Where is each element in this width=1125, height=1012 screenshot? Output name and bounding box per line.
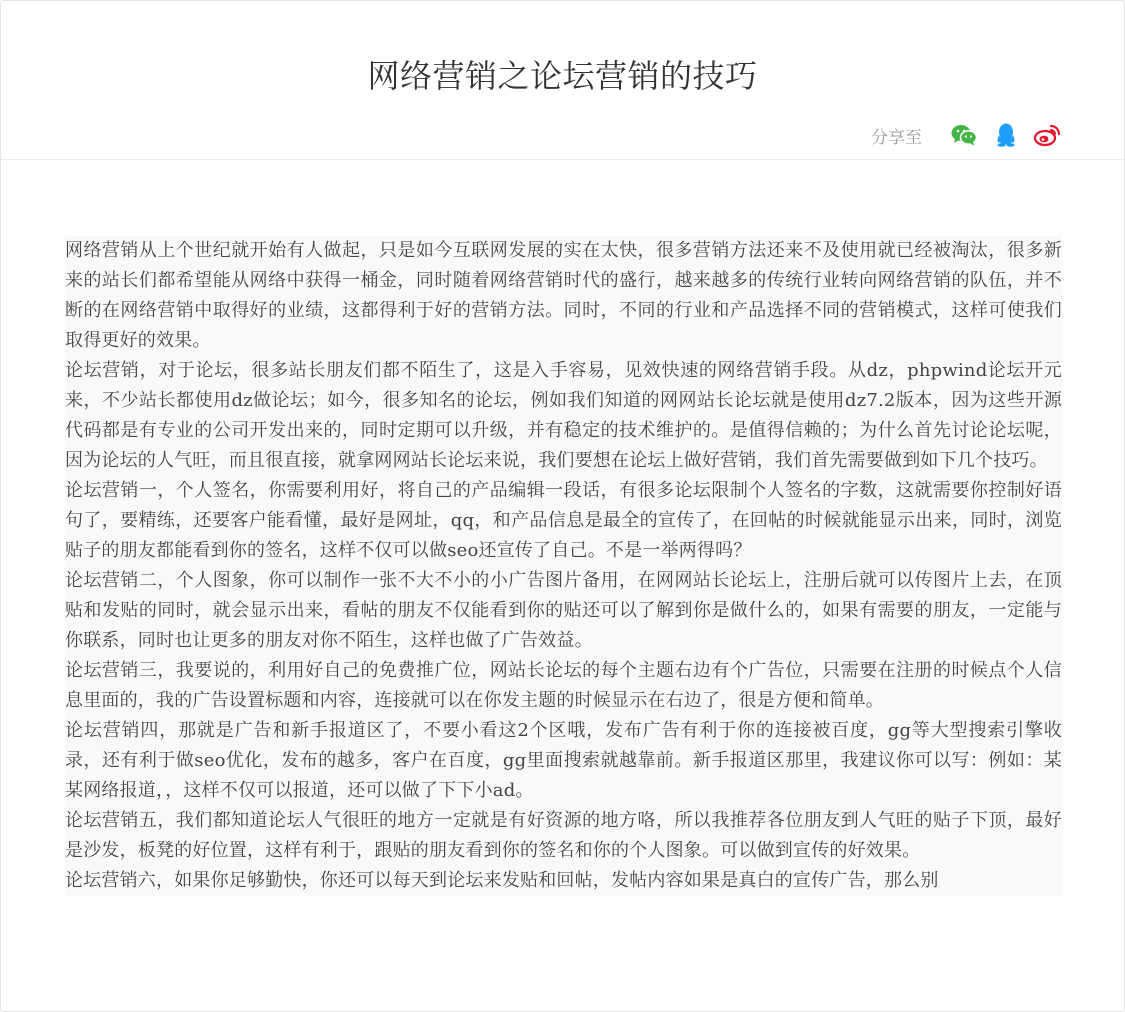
wechat-share-button[interactable] <box>950 121 978 149</box>
paragraph-tip-4: 论坛营销四，那就是广告和新手报道区了，不要小看这2个区哦，发布广告有利于你的连接被百度，gg等大型搜索引擎收录，还有利于做seo优化，发布的越多，客户在百度，gg里面搜索就越靠前。新手报道区那里，我建议你可以写：例如：某某网络报道，，这样不仅可以报道，还可以做了下下小ad。 <box>65 720 1062 801</box>
weibo-share-button[interactable] <box>1034 121 1062 149</box>
paragraph-tip-1: 论坛营销一，个人签名，你需要利用好，将自己的产品编辑一段话，有很多论坛限制个人签名的字数，这就需要你控制好语句了，要精练，还要客户能看懂，最好是网址，qq，和产品信息是最全的宣传了，在回帖的时候就能显示出来，同时，浏览贴子的朋友都能看到你的签名，这样不仅可以做seo还宣传了自己。不是一举两得吗？ <box>65 480 1062 561</box>
page-title: 网络营销之论坛营销的技巧 <box>367 57 758 95</box>
paragraph-tip-3: 论坛营销三，我要说的，利用好自己的免费推广位，网站长论坛的每个主题右边有个广告位，只需要在注册的时候点个人信息里面的，我的广告设置标题和内容，连接就可以在你发主题的时候显示在右边了，很是方便和简单。 <box>65 660 1062 711</box>
paragraph-forum-marketing: 论坛营销，对于论坛，很多站长朋友们都不陌生了，这是入手容易，见效快速的网络营销手段。从dz，phpwind论坛开元来，不少站长都使用dz做论坛；如今，很多知名的论坛，例如我们知道的网网站长论坛就是使用dz7.2版本，因为这些开源代码都是有专业的公司开发出来的，同时定期可以升级，并有稳定的技术维护的。是值得信赖的；为什么首先讨论论坛呢，因为论坛的人气旺，而且很直接，就拿网网站长论坛来说，我们要想在论坛上做好营销，我们首先需要做到如下几个技巧。 <box>65 360 1062 471</box>
paragraph-intro: 网络营销从上个世纪就开始有人做起，只是如今互联网发展的实在太快，很多营销方法还来不及使用就已经被淘汰，很多新来的站长们都希望能从网络中获得一桶金，同时随着网络营销时代的盛行，越来越多的传统行业转向网络营销的队伍，并不断的在网络营销中取得好的业绩，这都得利于好的营销方法。同时，不同的行业和产品选择不同的营销模式，这样可使我们取得更好的效果。 <box>65 240 1062 351</box>
qq-share-button[interactable] <box>992 121 1020 149</box>
article-body <box>65 236 1062 896</box>
weibo-icon <box>1034 123 1062 147</box>
wechat-icon <box>951 124 977 146</box>
qq-penguin-icon <box>995 123 1017 147</box>
share-bar <box>871 121 1062 149</box>
paragraph-tip-6: 论坛营销六，如果你足够勤快，你还可以每天到论坛来发贴和回帖，发帖内容如果是真白的宣传广告，那么别 <box>65 870 939 891</box>
paragraph-tip-2: 论坛营销二，个人图象，你可以制作一张不大不小的小广告图片备用，在网网站长论坛上，注册后就可以传图片上去，在顶贴和发贴的同时，就会显示出来，看帖的朋友不仅能看到你的贴还可以了解到你是做什么的，如果有需要的朋友，一定能与你联系，同时也让更多的朋友对你不陌生，这样也做了广告效益。 <box>65 570 1062 651</box>
paragraph-tip-5: 论坛营销五，我们都知道论坛人气很旺的地方一定就是有好资源的地方咯，所以我推荐各位朋友到人气旺的贴子下顶，最好是沙发，板凳的好位置，这样有利于，跟贴的朋友看到你的签名和你的个人图象。可以做到宣传的好效果。 <box>65 810 1062 861</box>
article-header <box>1 1 1124 160</box>
share-label: 分享至 <box>871 127 922 148</box>
